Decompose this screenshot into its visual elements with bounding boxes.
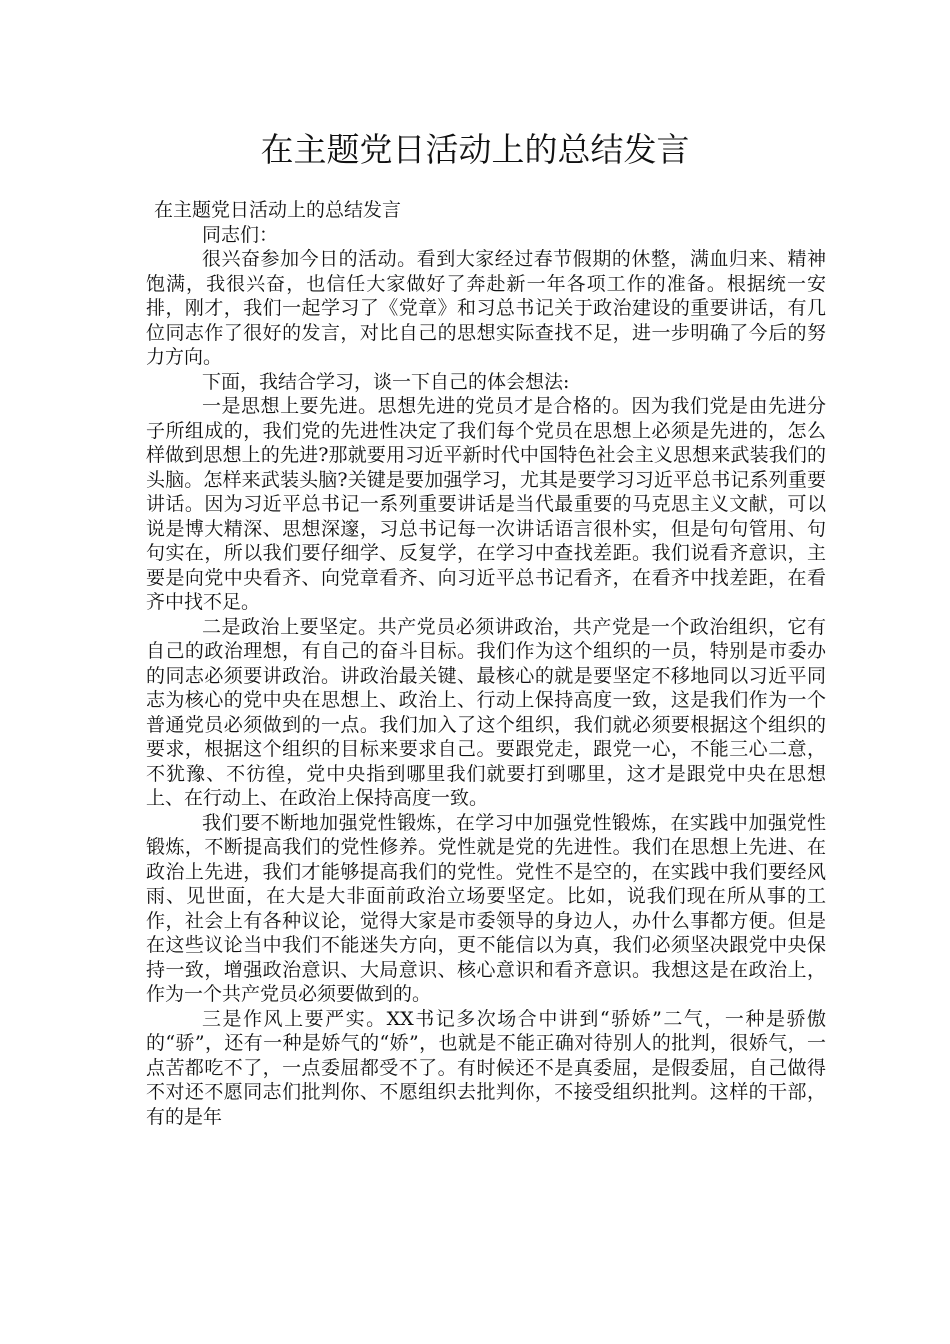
paragraph-intro: 很兴奋参加今日的活动。看到大家经过春节假期的休整，满血归来、精神饱满，我很兴奋，也信任大家做好了奔赴新一年各项工作的准备。根据统一安排，刚才，我们一起学习了《党章》和习总书记关于政治建设的重要讲话，有几位同志作了很好的发言，对比自己的思想实际查找不足，进一步明确了今后的努力方向。 bbox=[146, 248, 826, 368]
document-body bbox=[146, 198, 826, 1129]
paragraph-point-one: 一是思想上要先进。思想先进的党员才是合格的。因为我们党是由先进分子所组成的，我们党的先进性决定了我们每个党员在思想上必须是先进的，怎么样做到思想上的先进?那就要用习近平新时代中国特色社会主义思想来武装我们的头脑。怎样来武装头脑?关键是要加强学习，尤其是要学习习近平总书记系列重要讲话。因为习近平总书记一系列重要讲话是当代最重要的马克思主义文献，可以说是博大精深、思想深邃，习总书记每一次讲话语言很朴实，但是句句管用、句句实在，所以我们要仔细学、反复学，在学习中查找差距。我们说看齐意识，主要是向党中央看齐、向党章看齐、向习近平总书记看齐，在看齐中找差距，在看齐中找不足。 bbox=[146, 395, 826, 613]
paragraph-party-spirit: 我们要不断地加强党性锻炼，在学习中加强党性锻炼，在实践中加强党性锻炼，不断提高我们的党性修养。党性就是党的先进性。我们在思想上先进、在政治上先进，我们才能够提高我们的党性。党性不是空的，在实践中我们要经风雨、见世面，在大是大非面前政治立场要坚定。比如，说我们现在所从事的工作，社会上有各种议论，觉得大家是市委领导的身边人，办什么事都方便。但是在这些议论当中我们不能迷失方向，更不能信以为真，我们必须坚决跟党中央保持一致，增强政治意识、大局意识、核心意识和看齐意识。我想这是在政治上，作为一个共产党员必须要做到的。 bbox=[146, 811, 826, 1005]
paragraph-point-two: 二是政治上要坚定。共产党员必须讲政治，共产党是一个政治组织，它有自己的政治理想，有自己的奋斗目标。我们作为这个组织的一员，特别是市委办的同志必须要讲政治。讲政治最关键、最核心的就是要坚定不移地同以习近平同志为核心的党中央在思想上、政治上、行动上保持高度一致，这是我们作为一个普通党员必须做到的一点。我们加入了这个组织，我们就必须要根据这个组织的要求，根据这个组织的目标来要求自己。要跟党走，跟党一心，不能三心二意，不犹豫、不彷徨，党中央指到哪里我们就要打到哪里，这才是跟党中央在思想上、在行动上、在政治上保持高度一致。 bbox=[146, 615, 826, 809]
document-title: 在主题党日活动上的总结发言 bbox=[260, 130, 690, 169]
document-subtitle: 在主题党日活动上的总结发言 bbox=[154, 199, 402, 221]
salutation: 同志们： bbox=[202, 223, 279, 246]
paragraph-point-three: 三是作风上要严实。XX书记多次场合中讲到“骄娇”二气，一种是骄傲的“骄”，还有一种是娇气的“娇”，也就是不能正确对待别人的批判，很娇气，一点苦都吃不了，一点委屈都受不了。有时候还不是真委屈，是假委屈，自己做得不对还不愿同志们批判你、不愿组织去批判你，不接受组织批判。这样的干部，有的是年 bbox=[146, 1007, 826, 1128]
paragraph-transition: 下面，我结合学习，谈一下自己的体会想法: bbox=[202, 370, 570, 393]
